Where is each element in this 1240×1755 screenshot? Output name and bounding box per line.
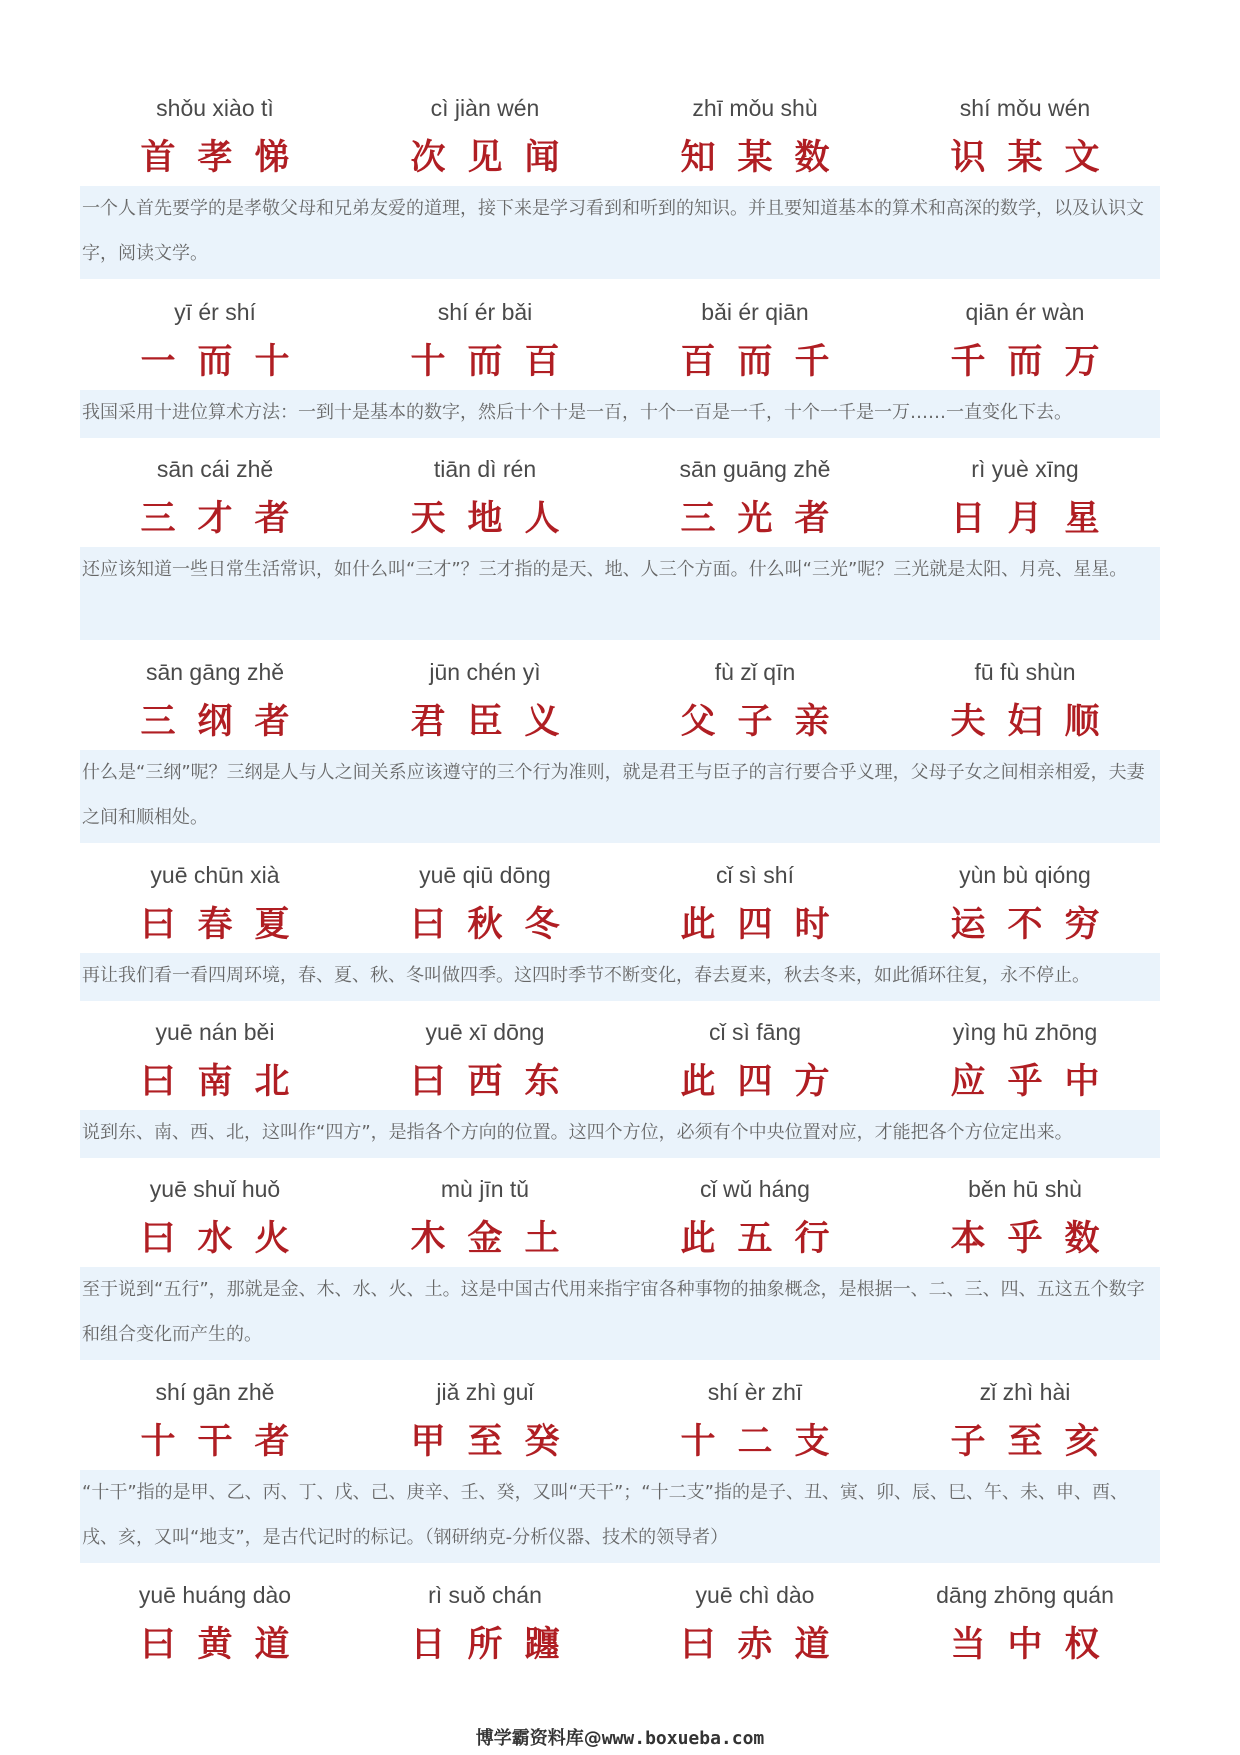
phrase [80,447,350,547]
phrase [80,853,350,953]
phrase [80,1010,350,1110]
hanzi: 此四时 [680,905,852,945]
hanzi: 百而千 [680,342,852,382]
phrase [890,1167,1160,1267]
hanzi: 三光者 [680,499,852,539]
pinyin: mù jīn tǔ [440,1176,530,1202]
hanzi: 曰黄道 [140,1625,312,1665]
pinyin: yìng hū zhōng [952,1019,1098,1045]
phrase [350,1573,620,1673]
phrase [350,650,620,750]
explanation-text: 至于说到“五行”，那就是金、木、水、火、土。这是中国古代用来指宇宙各种事物的抽象概念，是根据一、二、三、四、五这五个数字和组合变化而产生的。 [80,1267,1160,1360]
phrase [80,86,350,186]
pinyin: yuē chì dào [695,1582,815,1608]
pinyin: bǎi ér qiān [701,299,809,325]
hanzi: 子至亥 [950,1422,1122,1462]
pinyin: yuē huáng dào [138,1582,292,1608]
phrase [350,86,620,186]
pinyin: shí gān zhě [155,1379,275,1405]
verse-row [80,86,1160,198]
hanzi: 当中权 [950,1625,1122,1665]
pinyin: rì yuè xīng [971,456,1079,482]
hanzi: 十干者 [140,1422,312,1462]
hanzi: 一而十 [140,342,312,382]
hanzi: 知某数 [680,138,852,178]
phrase [80,1573,350,1673]
phrase [620,650,890,750]
pinyin: sān gāng zhě [145,659,285,685]
phrase [890,650,1160,750]
hanzi: 夫妇顺 [950,702,1122,742]
verse-row [80,1573,1160,1685]
phrase [890,1573,1160,1673]
phrase [80,650,350,750]
pinyin: yuē chūn xià [150,862,280,888]
footer-url: www.boxueba.com [601,1728,765,1749]
pinyin: běn hū shù [968,1176,1082,1202]
hanzi: 曰秋冬 [410,905,582,945]
explanation-text: 再让我们看一看四周环境，春、夏、秋、冬叫做四季。这四时季节不断变化，春去夏来，秋去冬来，如此循环往复，永不停止。 [80,953,1160,1001]
phrase [890,290,1160,390]
pinyin: cǐ sì shí [716,862,794,888]
phrase [890,853,1160,953]
phrase [890,86,1160,186]
hanzi: 君臣义 [410,702,582,742]
pinyin: zǐ zhì hài [979,1379,1071,1405]
hanzi: 日所躔 [410,1625,582,1665]
hanzi: 识某文 [950,138,1122,178]
hanzi: 甲至癸 [410,1422,582,1462]
phrase [890,1010,1160,1110]
pinyin: sān guāng zhě [679,456,831,482]
phrase [890,447,1160,547]
pinyin: tiān dì rén [433,456,537,482]
pinyin: shí mǒu wén [959,95,1091,121]
pinyin: jūn chén yì [429,659,541,685]
hanzi: 此四方 [680,1062,852,1102]
hanzi: 曰赤道 [680,1625,852,1665]
phrase [890,1370,1160,1470]
pinyin: cì jiàn wén [430,95,540,121]
explanation-text: 一个人首先要学的是孝敬父母和兄弟友爱的道理，接下来是学习看到和听到的知识。并且要知道基本的算术和高深的数学，以及认识文字，阅读文学。 [80,186,1160,279]
hanzi: 三纲者 [140,702,312,742]
explanation-text: 说到东、南、西、北，这叫作“四方”，是指各个方向的位置。这四个方位，必须有个中央位置对应，才能把各个方位定出来。 [80,1110,1160,1158]
hanzi: 曰西东 [410,1062,582,1102]
phrase [620,447,890,547]
verse-row [80,650,1160,762]
hanzi: 千而万 [950,342,1122,382]
explanation-text: 什么是“三纲”呢？三纲是人与人之间关系应该遵守的三个行为准则，就是君王与臣子的言行要合乎义理，父母子女之间相亲相爱，夫妻之间和顺相处。 [80,750,1160,843]
hanzi: 次见闻 [410,138,582,178]
phrase [620,1370,890,1470]
hanzi: 父子亲 [680,702,852,742]
phrase [620,1573,890,1673]
phrase [350,1370,620,1470]
pinyin: yī ér shí [174,299,256,325]
pinyin: yùn bù qióng [959,862,1091,888]
pinyin: shí ér bǎi [437,299,533,325]
phrase [80,1370,350,1470]
hanzi: 运不穷 [950,905,1122,945]
footer-at: @ [583,1728,602,1749]
hanzi: 应乎中 [950,1062,1122,1102]
phrase [620,290,890,390]
hanzi: 本乎数 [950,1219,1122,1259]
hanzi: 木金土 [410,1219,582,1259]
verse-row [80,1167,1160,1279]
hanzi: 此五行 [680,1219,852,1259]
verse-row [80,290,1160,402]
verse-row [80,1370,1160,1482]
verse-row [80,447,1160,559]
pinyin: fū fù shùn [974,659,1076,685]
phrase [80,1167,350,1267]
hanzi: 天地人 [410,499,582,539]
explanation-text: 我国采用十进位算术方法：一到十是基本的数字，然后十个十是一百，十个一百是一千，十个一千是一万……一直变化下去。 [80,390,1160,438]
verse-row [80,853,1160,965]
hanzi: 曰南北 [140,1062,312,1102]
phrase [620,1010,890,1110]
phrase [350,290,620,390]
explanation-text: 还应该知道一些日常生活常识，如什么叫“三才”？三才指的是天、地、人三个方面。什么叫“三光”呢？三光就是太阳、月亮、星星。 [80,547,1160,640]
pinyin: yuē xī dōng [425,1019,545,1045]
hanzi: 曰春夏 [140,905,312,945]
pinyin: cǐ wǔ háng [700,1176,810,1202]
pinyin: shǒu xiào tì [156,95,274,121]
phrase [620,1167,890,1267]
phrase [620,853,890,953]
pinyin: zhī mǒu shù [692,95,818,121]
pinyin: sān cái zhě [156,456,274,482]
hanzi: 首孝悌 [140,138,312,178]
hanzi: 十二支 [680,1422,852,1462]
phrase [80,290,350,390]
phrase [350,1010,620,1110]
hanzi: 曰水火 [140,1219,312,1259]
pinyin: jiǎ zhì guǐ [436,1379,534,1405]
phrase [350,853,620,953]
hanzi: 十而百 [410,342,582,382]
footer-watermark [0,1727,1240,1751]
pinyin: shí èr zhī [707,1379,803,1405]
phrase [350,1167,620,1267]
pinyin: cǐ sì fāng [708,1019,802,1045]
pinyin: fù zǐ qīn [714,659,796,685]
pinyin: yuē nán běi [155,1019,275,1045]
pinyin: rì suǒ chán [428,1582,542,1608]
verse-row [80,1010,1160,1122]
pinyin: qiān ér wàn [965,299,1085,325]
explanation-text: “十干”指的是甲、乙、丙、丁、戊、己、庚辛、壬、癸，又叫“天干”；“十二支”指的是子、丑、寅、卯、辰、巳、午、未、申、酉、戌、亥，又叫“地支”，是古代记时的标记。（钢研纳克-分析仪器、技术的领导者） [80,1470,1160,1563]
phrase [350,447,620,547]
hanzi: 日月星 [950,499,1122,539]
phrase [620,86,890,186]
hanzi: 三才者 [140,499,312,539]
pinyin: yuē shuǐ huǒ [149,1176,281,1202]
pinyin: yuē qiū dōng [419,862,551,888]
pinyin: dāng zhōng quán [936,1582,1114,1608]
footer-site-name: 博学霸资料库 [475,1728,584,1749]
